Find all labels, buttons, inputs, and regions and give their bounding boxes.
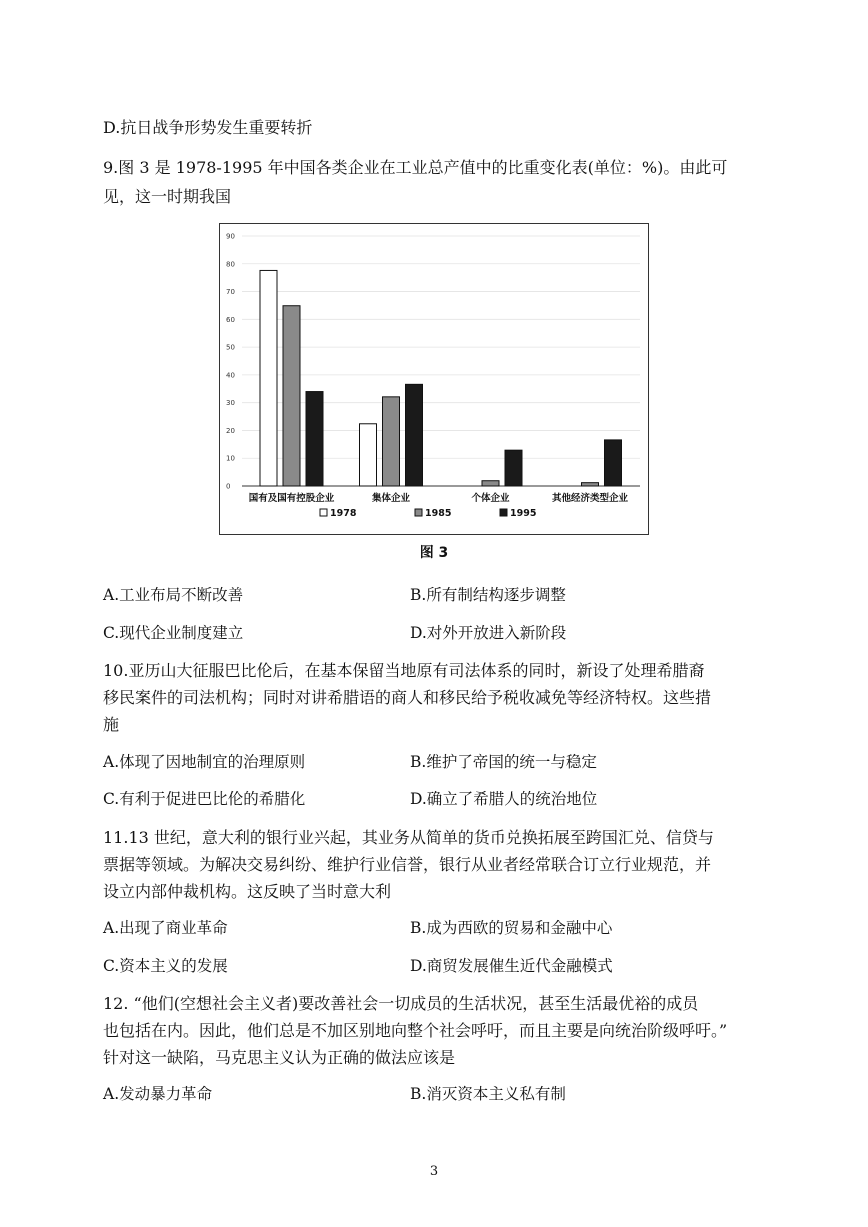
bar-1985-0	[283, 306, 300, 486]
question-10-stem-cont: 移民案件的司法机构；同时对讲希腊语的商人和移民给予税收减免等经济特权。这些措	[103, 688, 712, 707]
legend-swatch-1995	[500, 509, 507, 516]
option-q12-b: B.消灭资本主义私有制	[410, 1085, 566, 1103]
bar-1995-3	[605, 440, 622, 486]
option-q9-b: B.所有制结构逐步调整	[410, 586, 566, 604]
question-11-stem: 11.13 世纪，意大利的银行业兴起，其业务从简单的货币兑换拓展至跨国汇兑、信贷与	[103, 828, 714, 847]
y-tick-label: 90	[226, 232, 235, 241]
category-label: 集体企业	[371, 493, 411, 504]
bar-1985-1	[383, 397, 400, 486]
question-12-stem-cont2: 针对这一缺陷，马克思主义认为正确的做法应该是	[103, 1048, 456, 1067]
bar-1985-2	[482, 481, 499, 486]
question-12-stem-cont: 也包括在内。因此，他们总是不加区别地向整个社会呼吁，而且主要是向统治阶级呼吁。”	[103, 1021, 728, 1040]
bar-1985-3	[582, 483, 599, 486]
option-q11-b: B.成为西欧的贸易和金融中心	[410, 919, 613, 937]
figure-caption: 图 3	[419, 545, 449, 561]
y-tick-label: 40	[226, 371, 235, 380]
y-tick-label: 50	[226, 343, 235, 352]
option-q10-a: A.体现了因地制宜的治理原则	[103, 753, 306, 771]
bar-1978-0	[260, 270, 277, 486]
option-q11-a: A.出现了商业革命	[103, 919, 228, 937]
bar-chart	[220, 224, 648, 534]
question-11-stem-cont: 票据等领域。为解决交易纠纷、维护行业信誉，银行从业者经常联合订立行业规范，并	[103, 855, 712, 874]
y-tick-label: 60	[226, 315, 235, 324]
y-tick-label: 0	[226, 482, 231, 491]
bar-1995-2	[505, 450, 522, 486]
option-q12-a: A.发动暴力革命	[103, 1085, 213, 1103]
category-label: 国有及国有控股企业	[248, 493, 335, 504]
option-q11-d: D.商贸发展催生近代金融模式	[410, 957, 613, 975]
category-label: 其他经济类型企业	[551, 493, 629, 504]
legend-swatch-1985	[415, 509, 422, 516]
y-tick-label: 70	[226, 288, 235, 297]
option-q9-a: A.工业布局不断改善	[103, 586, 244, 604]
legend-swatch-1978	[320, 509, 327, 516]
bar-1995-0	[306, 392, 323, 486]
option-q11-c: C.资本主义的发展	[103, 957, 228, 975]
question-12-stem: 12. “他们(空想社会主义者)要改善社会一切成员的生活状况，甚至生活最优裕的成员	[103, 994, 699, 1013]
category-label: 个体企业	[471, 493, 510, 504]
y-tick-label: 20	[226, 426, 235, 435]
chart-figure-3	[219, 223, 649, 535]
y-tick-label: 80	[226, 260, 235, 269]
question-9-stem: 9.图 3 是 1978-1995 年中国各类企业在工业总产值中的比重变化表(单位：%)。由此可	[103, 158, 728, 177]
option-q10-b: B.维护了帝国的统一与稳定	[410, 753, 597, 771]
option-q9-c: C.现代企业制度建立	[103, 624, 244, 642]
option-q9-d: D.对外开放进入新阶段	[410, 624, 567, 642]
option-q10-d: D.确立了希腊人的统治地位	[410, 790, 598, 808]
bar-1995-1	[406, 384, 423, 486]
question-9-stem-cont: 见，这一时期我国	[103, 187, 232, 206]
option-q10-c: C.有利于促进巴比伦的希腊化	[103, 790, 306, 808]
legend-label-1985: 1985	[425, 508, 452, 519]
bar-1978-1	[360, 424, 377, 486]
y-tick-label: 10	[226, 454, 235, 463]
question-11-stem-cont2: 设立内部仲裁机构。这反映了当时意大利	[103, 882, 392, 901]
question-10-stem-cont2: 施	[103, 715, 120, 734]
option-q8-d: D.抗日战争形势发生重要转折	[103, 118, 313, 137]
legend-label-1995: 1995	[510, 508, 537, 519]
legend-label-1978: 1978	[330, 508, 357, 519]
question-10-stem: 10.亚历山大征服巴比伦后，在基本保留当地原有司法体系的同时，新设了处理希腊裔	[103, 661, 705, 680]
page-number: 3	[429, 1164, 439, 1179]
y-tick-label: 30	[226, 399, 235, 408]
